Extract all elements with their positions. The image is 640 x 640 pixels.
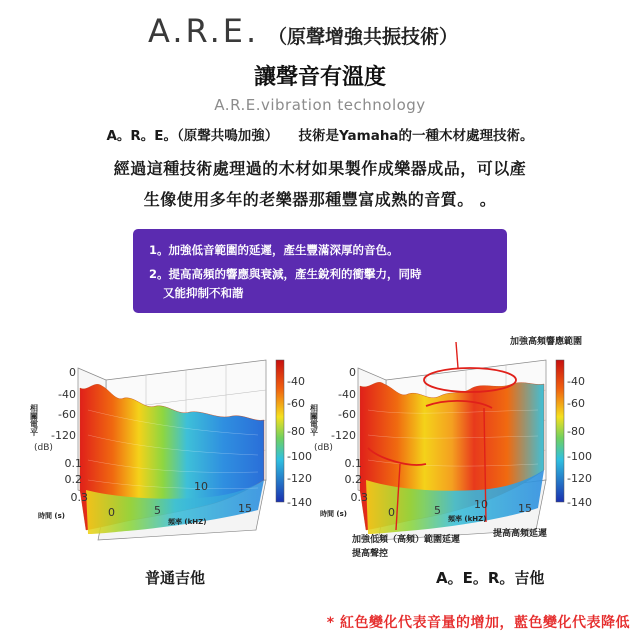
time-tick: 0.3 <box>70 491 88 504</box>
y-tick: -60 <box>58 408 76 421</box>
x-label: 頻率 (kHZ) <box>168 518 207 526</box>
time-tick: 0.1 <box>344 457 362 470</box>
benefit-item-2-line-2: 又能抑制不和諧 <box>163 286 244 300</box>
y-label: 相關電平 <box>309 404 319 436</box>
time-label: 時間 (s) <box>38 512 66 520</box>
intro-line-3: 生像使用多年的老樂器那種豐富成熟的音質。 。 <box>143 190 497 209</box>
cbar-tick: -120 <box>567 472 592 485</box>
y-label: 相關電平 <box>29 404 39 436</box>
intro-line-1: A。R。E。（原聲共鳴加強） 技術是Yamaha的一種木材處理技術。 <box>106 128 534 144</box>
english-subtitle: A.R.E.vibration technology <box>214 96 426 114</box>
annotation-leader-top <box>456 342 458 368</box>
time-tick: 0.3 <box>350 491 368 504</box>
caption-are-guitar: A。E。R。吉他 <box>436 569 545 587</box>
annotation-bottom-left-2: 提高聲控 <box>352 549 389 559</box>
time-label: 時間 (s) <box>320 510 348 518</box>
x-tick: 15 <box>238 502 252 515</box>
page-title: A.R.E. <box>148 12 260 50</box>
y-tick: -120 <box>51 429 76 442</box>
time-tick: 0.2 <box>344 473 362 486</box>
annotation-bottom-left-1: 加強低頻（高頻）範圍延遲 <box>352 535 461 545</box>
caption-normal-guitar: 普通吉他 <box>145 569 206 587</box>
time-tick: 0.2 <box>64 473 82 486</box>
y-unit: (dB) <box>314 443 333 453</box>
colorbar <box>276 360 284 502</box>
y-tick: 0 <box>69 366 76 379</box>
x-tick: 10 <box>194 480 208 493</box>
cbar-tick: -40 <box>567 375 585 388</box>
chart-normal-guitar <box>28 340 328 550</box>
benefits-box <box>133 229 507 313</box>
y-tick: -40 <box>58 388 76 401</box>
cbar-tick: -40 <box>287 375 305 388</box>
cbar-tick: -140 <box>567 496 592 509</box>
cbar-tick: -120 <box>287 472 312 485</box>
cbar-tick: -140 <box>287 496 312 509</box>
annotation-top: 加強高頻響應範圍 <box>510 337 583 347</box>
annotation-bottom-right: 提高高頻延遲 <box>493 529 548 539</box>
x-tick: 0 <box>388 506 395 519</box>
cbar-tick: -60 <box>567 397 585 410</box>
x-tick: 15 <box>518 502 532 515</box>
x-tick: 5 <box>434 504 441 517</box>
y-tick: 0 <box>349 366 356 379</box>
title-row <box>0 8 640 56</box>
y-tick: -40 <box>338 388 356 401</box>
y-axis-label <box>30 403 39 437</box>
cbar-tick: -100 <box>567 450 592 463</box>
y-tick: -120 <box>331 429 356 442</box>
footnote: * 紅色變化代表音量的增加，藍色變化代表降低 <box>326 615 630 631</box>
cbar-tick: -80 <box>567 425 585 438</box>
x-label: 頻率 (kHZ) <box>448 515 487 523</box>
benefit-item-1: 1。加強低音範圍的延遲，產生豐滿深厚的音色。 <box>149 243 399 257</box>
intro-line-2: 經過這種技術處理過的木材如果製作成樂器成品，可以產 <box>113 159 527 178</box>
chart-are-guitar <box>308 340 608 550</box>
x-tick: 5 <box>154 504 161 517</box>
time-tick: 0.1 <box>64 457 82 470</box>
cbar-tick: -100 <box>287 450 312 463</box>
x-tick: 0 <box>108 506 115 519</box>
y-unit: (dB) <box>34 443 53 453</box>
x-tick: 10 <box>474 498 488 511</box>
y-ticks <box>51 366 76 442</box>
colorbar <box>556 360 564 502</box>
benefit-item-2-line-1: 2。提高高頻的響應與衰減，產生銳利的衝擊力，同時 <box>149 267 422 281</box>
colorbar-ticks <box>567 375 592 509</box>
cbar-tick: -60 <box>287 397 305 410</box>
cbar-tick: -80 <box>287 425 305 438</box>
page-subtitle: 讓聲音有溫度 <box>253 65 386 90</box>
page-title-paren: （原聲增強共振技術） <box>268 26 459 48</box>
y-tick: -60 <box>338 408 356 421</box>
y-ticks <box>331 366 356 442</box>
